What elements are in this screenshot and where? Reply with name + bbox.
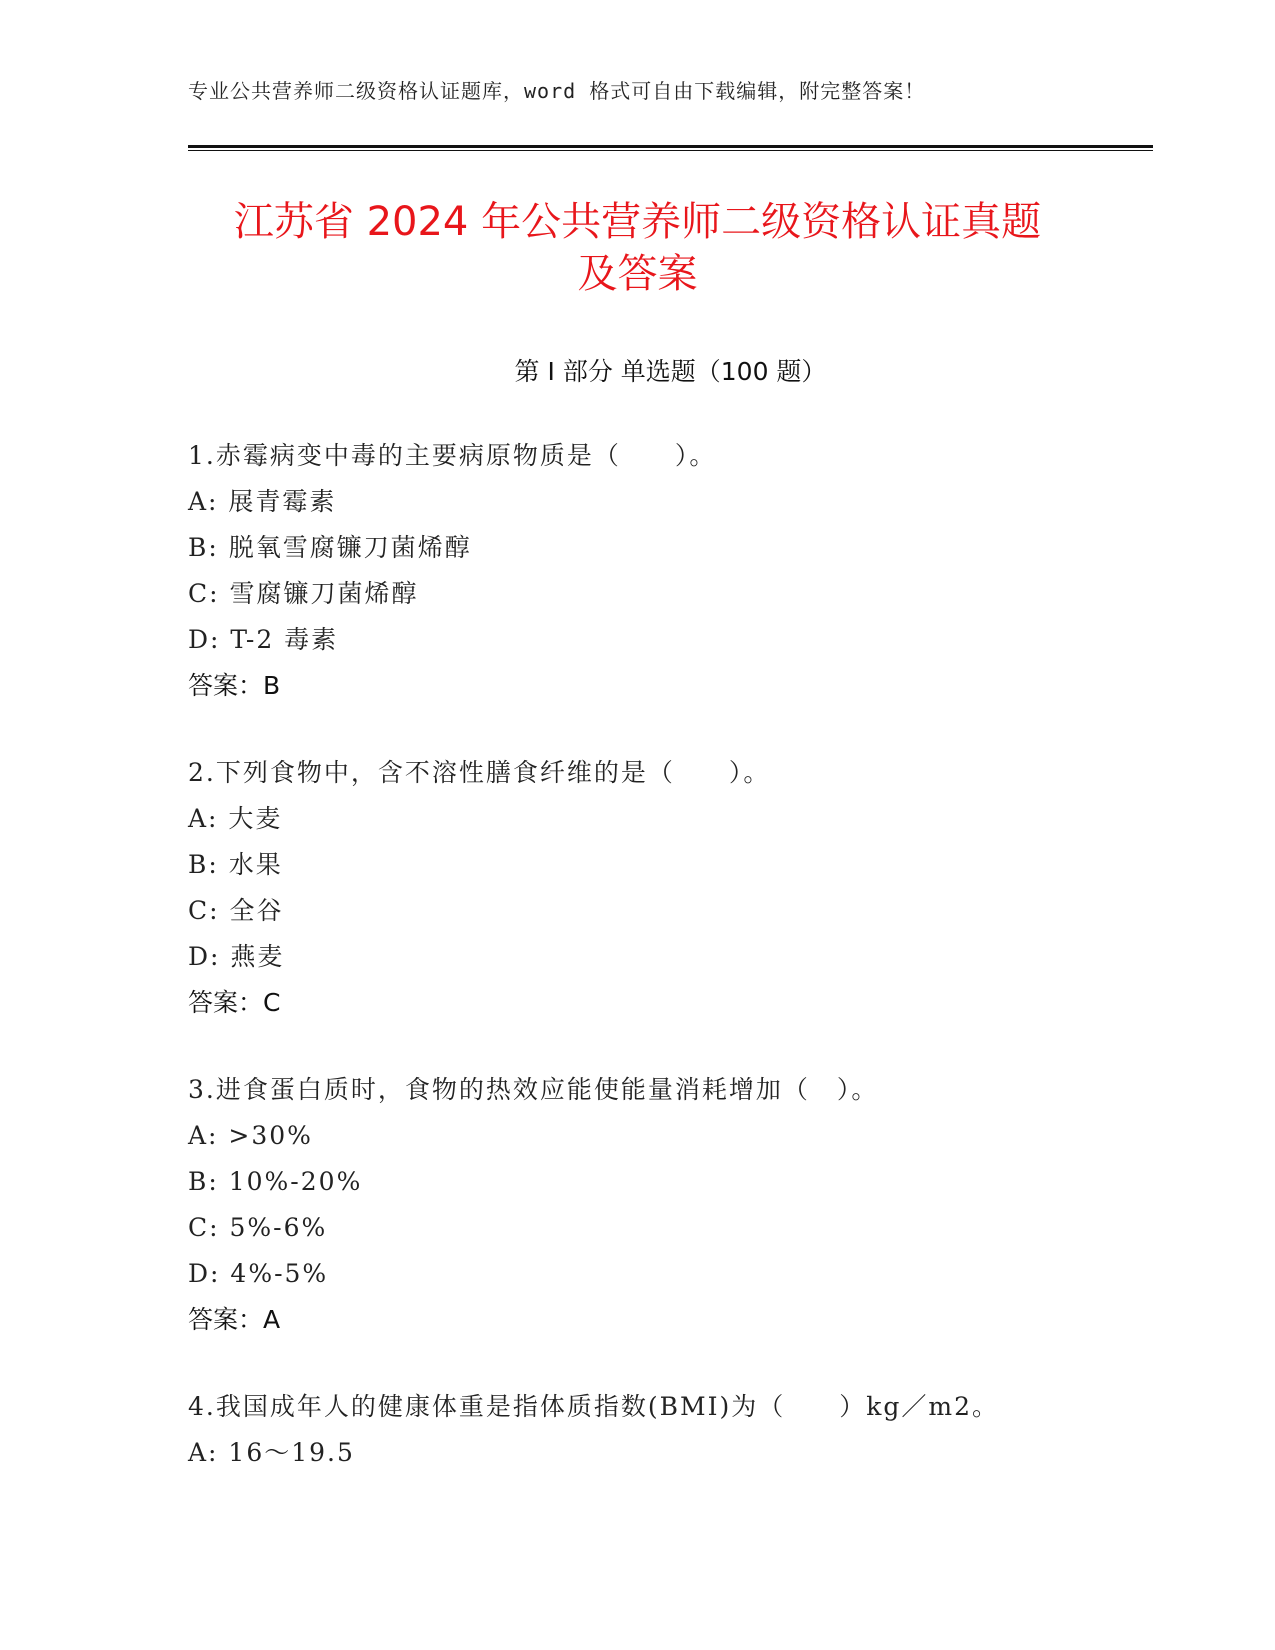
answer-line	[188, 663, 1153, 709]
question-block-1	[188, 433, 1153, 709]
answer-label: 答案：	[188, 988, 264, 1017]
question-stem: 1.赤霉病变中毒的主要病原物质是（ ）。	[188, 441, 717, 470]
option-d: D: 燕麦	[188, 942, 285, 971]
option-c: C: 全谷	[188, 896, 284, 925]
question-stem: 3.进食蛋白质时，食物的热效应能使能量消耗增加（ ）。	[188, 1075, 879, 1104]
option-b: B: 10%-20%	[188, 1167, 363, 1196]
document-title	[150, 196, 1125, 300]
question-stem: 2.下列食物中，含不溶性膳食纤维的是（ ）。	[188, 758, 771, 787]
header-divider-thin	[188, 150, 1153, 151]
answer-value: A	[263, 1305, 281, 1334]
answer-line	[188, 980, 1153, 1026]
document-header-note: 专业公共营养师二级资格认证题库，word 格式可自由下载编辑，附完整答案！	[188, 79, 926, 103]
option-a: A: 展青霉素	[188, 487, 337, 516]
option-b: B: 脱氧雪腐镰刀菌烯醇	[188, 533, 472, 562]
question-stem: 4.我国成年人的健康体重是指体质指数(BMI)为（ ）kg／m2。	[188, 1392, 999, 1421]
option-a: A: >30%	[188, 1121, 313, 1150]
question-block-2	[188, 750, 1153, 1026]
option-c: C: 雪腐镰刀菌烯醇	[188, 579, 419, 608]
question-block-3	[188, 1067, 1153, 1343]
answer-value: B	[263, 671, 281, 700]
question-block-4	[188, 1384, 1153, 1476]
section-heading: 第 I 部分 单选题（100 题）	[514, 357, 827, 386]
option-a: A: 16～19.5	[188, 1438, 355, 1467]
title-line-1: 江苏省 2024 年公共营养师二级资格认证真题	[233, 199, 1042, 245]
answer-value: C	[263, 988, 281, 1017]
option-c: C: 5%-6%	[188, 1213, 328, 1242]
answer-label: 答案：	[188, 671, 264, 700]
answer-label: 答案：	[188, 1305, 264, 1334]
header-divider	[188, 145, 1153, 148]
option-a: A: 大麦	[188, 804, 283, 833]
answer-line	[188, 1297, 1153, 1343]
option-b: B: 水果	[188, 850, 283, 879]
title-line-2: 及答案	[577, 251, 698, 297]
option-d: D: T-2 毒素	[188, 625, 339, 654]
option-d: D: 4%-5%	[188, 1259, 329, 1288]
